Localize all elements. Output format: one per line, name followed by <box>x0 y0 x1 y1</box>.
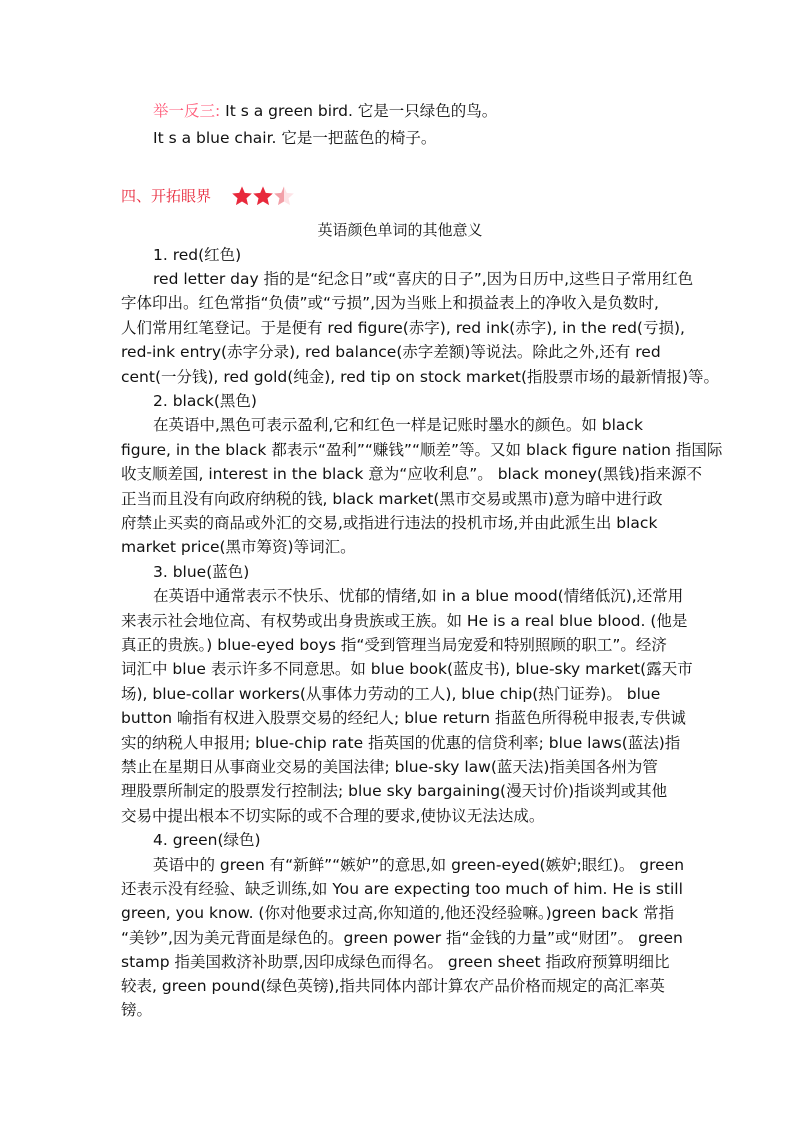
section-heading <box>121 185 294 207</box>
paragraph-line: 镑。 <box>121 1001 153 1019</box>
difficulty-stars <box>231 185 294 207</box>
paragraph-line: button 喻指有权进入股票交易的经纪人; blue return 指蓝色所得税申报表,专供诚 <box>121 709 686 727</box>
subheading-red: 1. red(红色) <box>153 246 242 264</box>
paragraph-line: stamp 指美国救济补助票,因印成绿色而得名。 green sheet 指政府预算明细比 <box>121 953 670 971</box>
example-line-1 <box>153 101 497 121</box>
paragraph-line: market price(黑市筹资)等词汇。 <box>121 538 356 556</box>
paragraph-line: 较表, green pound(绿色英镑),指共同体内部计算农产品价格而规定的高汇率英 <box>121 977 665 995</box>
paragraph-line: 交易中提出根本不切实际的或不合理的要求,使协议无法达成。 <box>121 807 545 825</box>
article-title: 英语颜色单词的其他意义 <box>317 221 483 239</box>
section-heading-text: 四、开拓眼界 <box>121 187 212 205</box>
subheading-black: 2. black(黑色) <box>153 392 257 410</box>
subheading-blue: 3. blue(蓝色) <box>153 563 250 581</box>
paragraph-line: 实的纳税人申报用; blue-chip rate 指英国的优惠的信贷利率; blue laws(蓝法)指 <box>121 734 681 752</box>
paragraph-line: 禁止在星期日从事商业交易的美国法律; blue-sky law(蓝天法)指美国各州为管 <box>121 758 658 776</box>
example-line-2: It s a blue chair. 它是一把蓝色的椅子。 <box>153 129 437 147</box>
paragraph-line: 来表示社会地位高、有权势或出身贵族或王族。如 He is a real blue blood. (他是 <box>121 612 688 630</box>
example-label: 举一反三: <box>153 102 221 120</box>
paragraph-line: “美钞”,因为美元背面是绿色的。green power 指“金钱的力量”或“财团”。 green <box>121 929 683 947</box>
paragraph-line: 人们常用红笔登记。于是便有 red figure(赤字), red ink(赤字), in the red(亏损), <box>121 319 685 337</box>
paragraph-line: 还表示没有经验、缺乏训练,如 You are expecting too much of him. He is still <box>121 880 683 898</box>
star-half-icon <box>273 185 295 207</box>
paragraph-line: figure, in the black 都表示“盈利”“赚钱”“顺差”等。又如 black figure nation 指国际 <box>121 441 723 459</box>
paragraph-line: 场), blue-collar workers(从事体力劳动的工人), blue chip(热门证券)。 blue <box>121 685 661 703</box>
paragraph-line: cent(一分钱), red gold(纯金), red tip on stock market(指股票市场的最新情报)等。 <box>121 368 720 386</box>
subheading-green: 4. green(绿色) <box>153 831 261 849</box>
example-sentence-1: It s a green bird. 它是一只绿色的鸟。 <box>220 102 498 120</box>
paragraph-line: 在英语中,黑色可表示盈利,它和红色一样是记账时墨水的颜色。如 black <box>153 416 643 434</box>
star-icon <box>231 185 253 207</box>
paragraph-line: 在英语中通常表示不快乐、忧郁的情绪,如 in a blue mood(情绪低沉),还常用 <box>153 587 684 605</box>
paragraph-line: 收支顺差国, interest in the black 意为“应收利息”。 black money(黑钱)指来源不 <box>121 465 703 483</box>
paragraph-line: 真正的贵族。) blue-eyed boys 指“受到管理当局宠爱和特别照顾的职工”。经济 <box>121 636 667 654</box>
paragraph-line: red-ink entry(赤字分录), red balance(赤字差额)等说法。除此之外,还有 red <box>121 343 661 361</box>
paragraph-line: 理股票所制定的股票发行控制法; blue sky bargaining(漫天讨价)指谈判或其他 <box>121 782 668 800</box>
paragraph-line: 英语中的 green 有“新鲜”“嫉妒”的意思,如 green-eyed(嫉妒;眼红)。 green <box>153 856 685 874</box>
paragraph-line: red letter day 指的是“纪念日”或“喜庆的日子”,因为日历中,这些日子常用红色 <box>153 270 694 288</box>
star-icon <box>252 185 274 207</box>
paragraph-line: 正当而且没有向政府纳税的钱, black market(黑市交易或黑市)意为暗中进行政 <box>121 490 663 508</box>
paragraph-line: 字体印出。红色常指“负债”或“亏损”,因为当账上和损益表上的净收入是负数时, <box>121 294 659 312</box>
paragraph-line: 府禁止买卖的商品或外汇的交易,或指进行违法的投机市场,并由此派生出 black <box>121 514 658 532</box>
paragraph-line: green, you know. (你对他要求过高,你知道的,他还没经验嘛。)green back 常指 <box>121 904 675 922</box>
paragraph-line: 词汇中 blue 表示许多不同意思。如 blue book(蓝皮书), blue-sky market(露天市 <box>121 660 693 678</box>
